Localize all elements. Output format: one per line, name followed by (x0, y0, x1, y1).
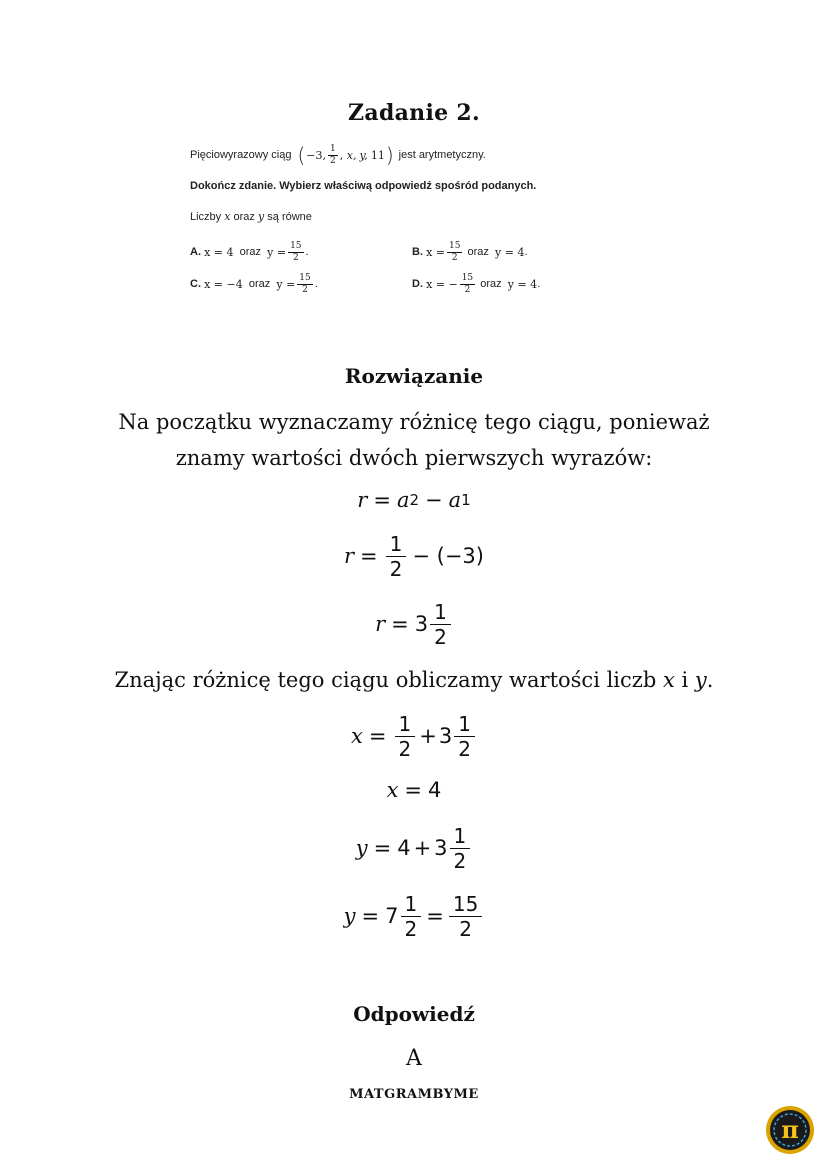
pi-glyph: π (781, 1115, 799, 1144)
option-a: A. x = 4 oraz y = $\frac{15}{2}$ . (190, 240, 309, 263)
equation-x-result: x = 4 (386, 778, 442, 802)
pi-logo-graphic (765, 1105, 815, 1155)
option-b: B. x = $\frac{15}{2}$ oraz y = 4 . (412, 240, 528, 263)
task-question: Liczby x oraz y są równe (190, 210, 312, 223)
solution-text-line-1: Na początku wyznaczamy różnicę tego ciągu, ponieważ (118, 410, 710, 434)
solution-text-line-2: znamy wartości dwóch pierwszych wyrazów: (175, 446, 653, 470)
equation-x-sum: x = $\frac{1}{2}$ + 3 $\frac{1}{2}$ (0, 708, 828, 764)
seq-term-2: $\frac{1}{2}$ (330, 143, 336, 166)
task-instruction: Dokończ zdanie. Wybierz właściwą odpowiedź spośród podanych. (190, 180, 537, 192)
equation-difference-substitution: r = $\frac{1}{2}$ − (−3) (343, 531, 484, 581)
answer-value: A (406, 1046, 422, 1071)
task-statement: Pięciowyrazowy ciąg ( −3, $\frac{1}{2}$ , x, y, 11 ) jest arytmetyczny. (190, 143, 486, 167)
option-d: D. x = − $\frac{15}{2}$ oraz y = 4 . (412, 272, 541, 295)
equation-difference-result: r = 3 $\frac{1}{2}$ (0, 596, 828, 652)
equation-y-sum: y = 4 + 3 $\frac{1}{2}$ (0, 820, 828, 876)
solution-title: Rozwiązanie (344, 364, 484, 388)
seq-term-4: y, (359, 148, 368, 162)
equation-difference-formula: r = a 2 − a 1 (357, 488, 471, 512)
solution-text-2: Znając różnicę tego ciągu obliczamy wartości liczb x i y. (114, 668, 714, 692)
pi-logo-icon (765, 1105, 815, 1155)
equation-y-result: y = 7 $\frac{1}{2}$ = $\frac{15}{2}$ (0, 888, 828, 944)
brand-name: MATGRAMBYME (349, 1087, 479, 1102)
task-title: Zadanie 2. (348, 100, 480, 126)
seq-term-3: x, (346, 148, 357, 162)
option-c: C. x = −4 oraz y = $\frac{15}{2}$ . (190, 272, 318, 295)
answer-title: Odpowiedź (353, 1002, 475, 1026)
intro-text: Pięciowyrazowy ciąg (190, 149, 292, 161)
intro-after: jest arytmetyczny. (398, 149, 486, 161)
seq-term-5: 11 (370, 148, 385, 162)
seq-term-1: −3, (306, 148, 327, 162)
